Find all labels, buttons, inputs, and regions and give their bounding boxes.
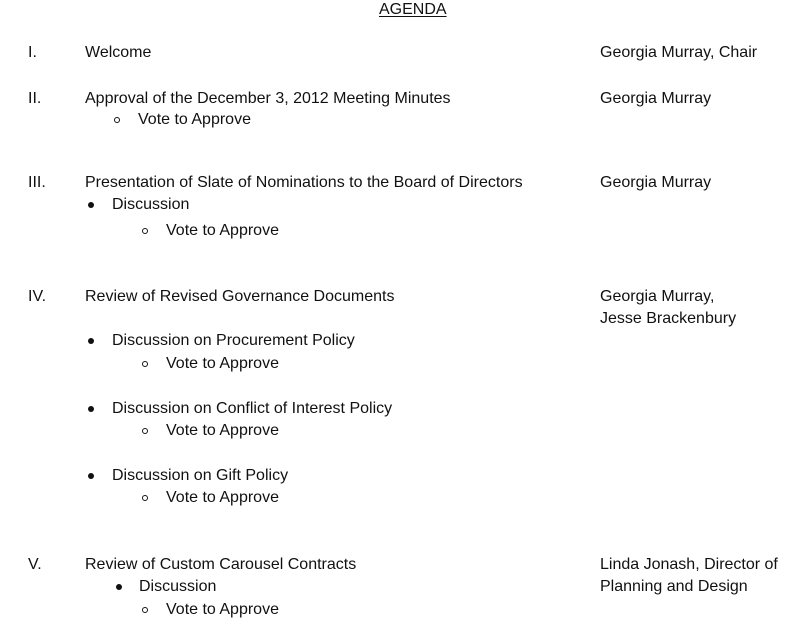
- item-title: Review of Revised Governance Documents: [85, 288, 395, 305]
- item-numeral: IV.: [28, 288, 47, 305]
- item-presenter: Georgia Murray: [600, 90, 712, 107]
- item-title: Welcome: [85, 44, 152, 61]
- sub-item-text: Discussion: [112, 196, 190, 213]
- sub-item-text: Discussion on Procurement Policy: [112, 332, 355, 349]
- sub-item-text: Vote to Approve: [166, 601, 279, 618]
- item-title: Review of Custom Carousel Contracts: [85, 556, 357, 573]
- sub-item-text: Discussion: [139, 578, 217, 595]
- circle-bullet-icon: [142, 607, 148, 613]
- bullet-icon: [88, 202, 94, 208]
- item-numeral: V.: [28, 556, 42, 573]
- bullet-icon: [116, 584, 122, 590]
- sub-item-text: Vote to Approve: [166, 422, 279, 439]
- sub-item-text: Discussion on Gift Policy: [112, 467, 289, 484]
- bullet-icon: [88, 406, 94, 412]
- item-presenter: Linda Jonash, Director of: [600, 556, 778, 573]
- item-presenter: Jesse Brackenbury: [600, 310, 737, 327]
- item-title: Presentation of Slate of Nominations to the Board of Directors: [85, 174, 523, 191]
- bullet-icon: [88, 338, 94, 344]
- item-presenter: Georgia Murray: [600, 174, 712, 191]
- circle-bullet-icon: [142, 361, 148, 367]
- bullet-icon: [88, 473, 94, 479]
- sub-item-text: Vote to Approve: [166, 355, 279, 372]
- item-presenter: Georgia Murray, Chair: [600, 44, 758, 61]
- agenda-title: AGENDA: [379, 1, 447, 18]
- sub-item-text: Vote to Approve: [166, 489, 279, 506]
- item-numeral: III.: [28, 174, 46, 191]
- item-presenter: Georgia Murray,: [600, 288, 715, 305]
- sub-item-text: Vote to Approve: [166, 222, 279, 239]
- circle-bullet-icon: [142, 228, 148, 234]
- item-presenter: Planning and Design: [600, 578, 748, 595]
- item-title: Approval of the December 3, 2012 Meeting Minutes: [85, 90, 451, 107]
- circle-bullet-icon: [114, 117, 120, 123]
- sub-item-text: Discussion on Conflict of Interest Policy: [112, 400, 393, 417]
- circle-bullet-icon: [142, 495, 148, 501]
- circle-bullet-icon: [142, 428, 148, 434]
- item-numeral: I.: [28, 44, 37, 61]
- sub-item-text: Vote to Approve: [138, 111, 251, 128]
- item-numeral: II.: [28, 90, 42, 107]
